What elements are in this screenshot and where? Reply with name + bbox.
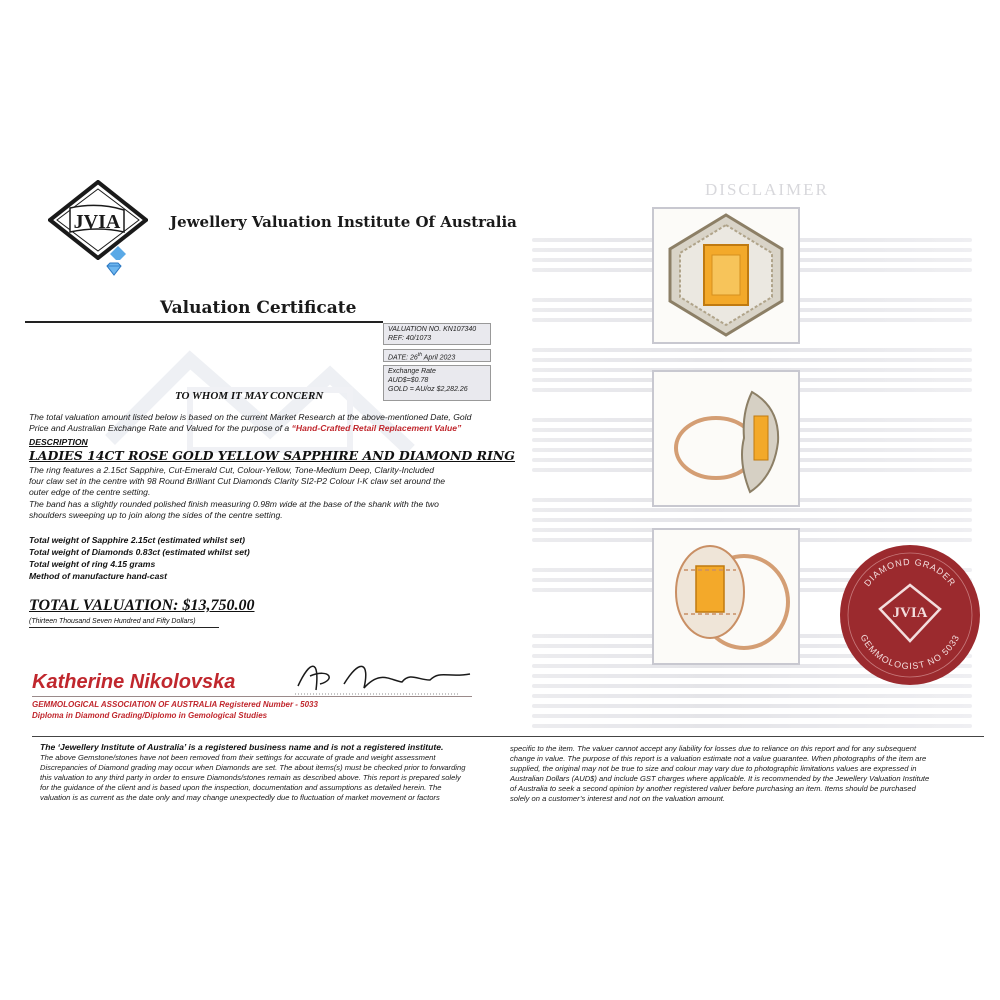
intro-line-2 [29, 423, 461, 434]
footer-title: The ‘Jewellery Institute of Australia’ is a registered business name and is not a registered institute. [40, 742, 444, 752]
footer-left-line: The above Gemstone/stones have not been removed from their settings for accurate of grade and weight assessment [40, 753, 436, 762]
description-line: four claw set in the centre with 98 Round Brilliant Cut Diamonds Clarity SI2-P2 Colour I-K claw set around the [29, 476, 446, 486]
diamond-weight: Total weight of Diamonds 0.83ct (estimated whilst set) [29, 547, 250, 557]
sapphire-weight: Total weight of Sapphire 2.15ct (estimated whilst set) [29, 535, 245, 545]
footer-right-line: solely on a customer’s interest and not on the valuation amount. [510, 794, 726, 803]
ring-photo-back [652, 528, 800, 665]
salutation: TO WHOM IT MAY CONCERN [175, 390, 324, 402]
reference-number: REF: 40/1073 [388, 335, 432, 342]
date-box [383, 349, 491, 362]
seal-bottom-text: GEMMOLOGIST NO 5033 [858, 632, 962, 672]
ring-front-image [654, 209, 798, 342]
footer-right-line: supplied, the original may not be true to size and colour may vary due to photographic limitations values are expressed in [510, 764, 917, 773]
valuation-underline [29, 627, 219, 628]
footer-divider [32, 736, 984, 737]
ring-side-image [654, 372, 798, 505]
manufacture-method: Method of manufacture hand-cast [29, 571, 167, 581]
footer-left-line: for the guidance of the client and is based upon the inspection, documentation and assumptions as detailed herein. The [40, 783, 442, 792]
ring-weight: Total weight of ring 4.15 grams [29, 559, 156, 569]
total-valuation: TOTAL VALUATION: $13,750.00 [29, 597, 255, 614]
valuation-number-box [383, 323, 491, 345]
diamond-grader-seal [838, 543, 982, 687]
background-disclaimer-heading: DISCLAIMER [705, 180, 829, 199]
institute-name: Jewellery Valuation Institute Of Australia [170, 213, 517, 231]
footer-right-line: specific to the item. The valuer cannot accept any liability for losses due to reliance on this report and for any subsequent [510, 744, 917, 753]
gold-rate: GOLD = AU/oz $2,282.26 [388, 386, 468, 393]
date-suffix-sup: th [417, 352, 422, 358]
date-suffix: April 2023 [422, 354, 456, 362]
description-heading: DESCRIPTION [29, 437, 88, 447]
intro-line-1: The total valuation amount listed below is based on the current Market Research at the above-mentioned Date, Gold [29, 412, 472, 422]
footer-right-line: Australian Dollars (AUD$) and include GST charges where applicable. It is recommended by the Jewellery Valuation Institute [510, 774, 930, 783]
footer-left-line: valuation is as current as the date only and may change unexpectedly due to fluctuation of market movement or factors [40, 793, 440, 802]
diamond-icon [106, 262, 122, 276]
title-divider [25, 321, 383, 323]
seal-top-text: DIAMOND GRADER [862, 556, 958, 589]
gemmological-association: GEMMOLOGICAL ASSOCIATION OF AUSTRALIA Registered Number - 5033 [32, 700, 318, 709]
ring-photo-front [652, 207, 800, 344]
aud-rate: AUD$=$0.78 [388, 377, 429, 384]
certificate-title: Valuation Certificate [160, 298, 357, 318]
item-title: LADIES 14CT ROSE GOLD YELLOW SAPPHIRE AND DIAMOND RING [29, 448, 515, 463]
jvia-logo [48, 180, 148, 260]
footer-right-line: of Australia to seek a second opinion by another registered valuer before purchasing an item. Items should be purchased [510, 784, 916, 793]
ring-back-image [654, 530, 798, 663]
description-line: shoulders sweeping up to join along the sides of the centre setting. [29, 510, 283, 520]
signature-rule [32, 696, 472, 697]
valuation-number: VALUATION NO. KN107340 [388, 326, 477, 333]
valuation-in-words: (Thirteen Thousand Seven Hundred and Fifty Dollars) [29, 618, 196, 625]
logo-text: JVIA [73, 211, 121, 233]
ring-photo-side [652, 370, 800, 507]
footer-left-line: this valuation to any third party in order to ensure Diamonds/stones remain as described above. This report is prepared solely [40, 773, 461, 782]
description-line: outer edge of the centre setting. [29, 487, 151, 497]
valuer-diploma: Diploma in Diamond Grading/Diplomo in Gemological Studies [32, 711, 268, 720]
footer-left-line: Discrepancies of Diamond grading may occur when Diamonds are set. The about items(s) must be checked prior to forwarding [40, 763, 466, 772]
footer-right-line: change in value. The purpose of this report is a valuation estimate not a value guarantee. When photographs of the item are [510, 754, 927, 763]
intro-line-2-text: Price and Australian Exchange Rate and Valued for the purpose of a [29, 423, 292, 433]
signature [290, 650, 480, 700]
description-line: The ring features a 2.15ct Sapphire, Cut-Emerald Cut, Colour-Yellow, Tone-Medium Deep, Clarity-Included [29, 465, 435, 475]
valuation-purpose: “Hand-Crafted Retail Replacement Value” [291, 423, 462, 433]
seal-logo-text: JVIA [892, 605, 928, 621]
exchange-rate-box [383, 365, 491, 401]
exchange-rate-label: Exchange Rate [388, 368, 436, 375]
date-prefix: DATE: 26 [388, 354, 418, 362]
description-line: The band has a slightly rounded polished finish measuring 0.98m wide at the base of the shank with the two [29, 499, 439, 509]
valuer-name: Katherine Nikolovska [32, 671, 236, 693]
